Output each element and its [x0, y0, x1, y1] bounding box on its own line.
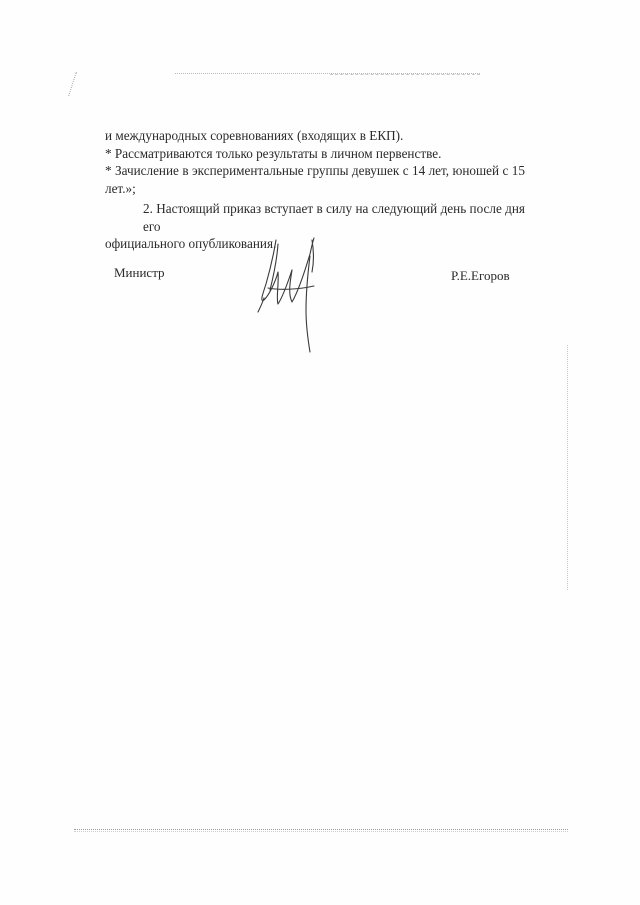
scan-bottom-artifact — [74, 829, 568, 830]
signatory-title: Министр — [114, 265, 165, 280]
footnote-line: * Рассматриваются только результаты в личном первенстве. — [105, 145, 442, 161]
body-line: и международных соревнованиях (входящих в ЕКП). — [105, 128, 404, 143]
signatory-name: Р.Е.Егоров — [451, 268, 510, 283]
scan-corner-mark — [68, 72, 87, 96]
footnote-line-continuation: лет.»; — [105, 180, 136, 196]
scan-bottom-artifact-secondary — [74, 831, 568, 832]
paragraph-line: 2. Настоящий приказ вступает в силу на следующий день после дня его — [143, 201, 525, 234]
paragraph-line-continuation: официального опубликования. — [105, 236, 277, 251]
scan-right-edge-artifact — [567, 345, 568, 590]
footnote-line: * Зачисление в экспериментальные группы девушек с 14 лет, юношей с 15 — [105, 163, 525, 178]
scan-top-artifact-secondary — [330, 74, 480, 75]
handwritten-signature — [248, 232, 338, 357]
